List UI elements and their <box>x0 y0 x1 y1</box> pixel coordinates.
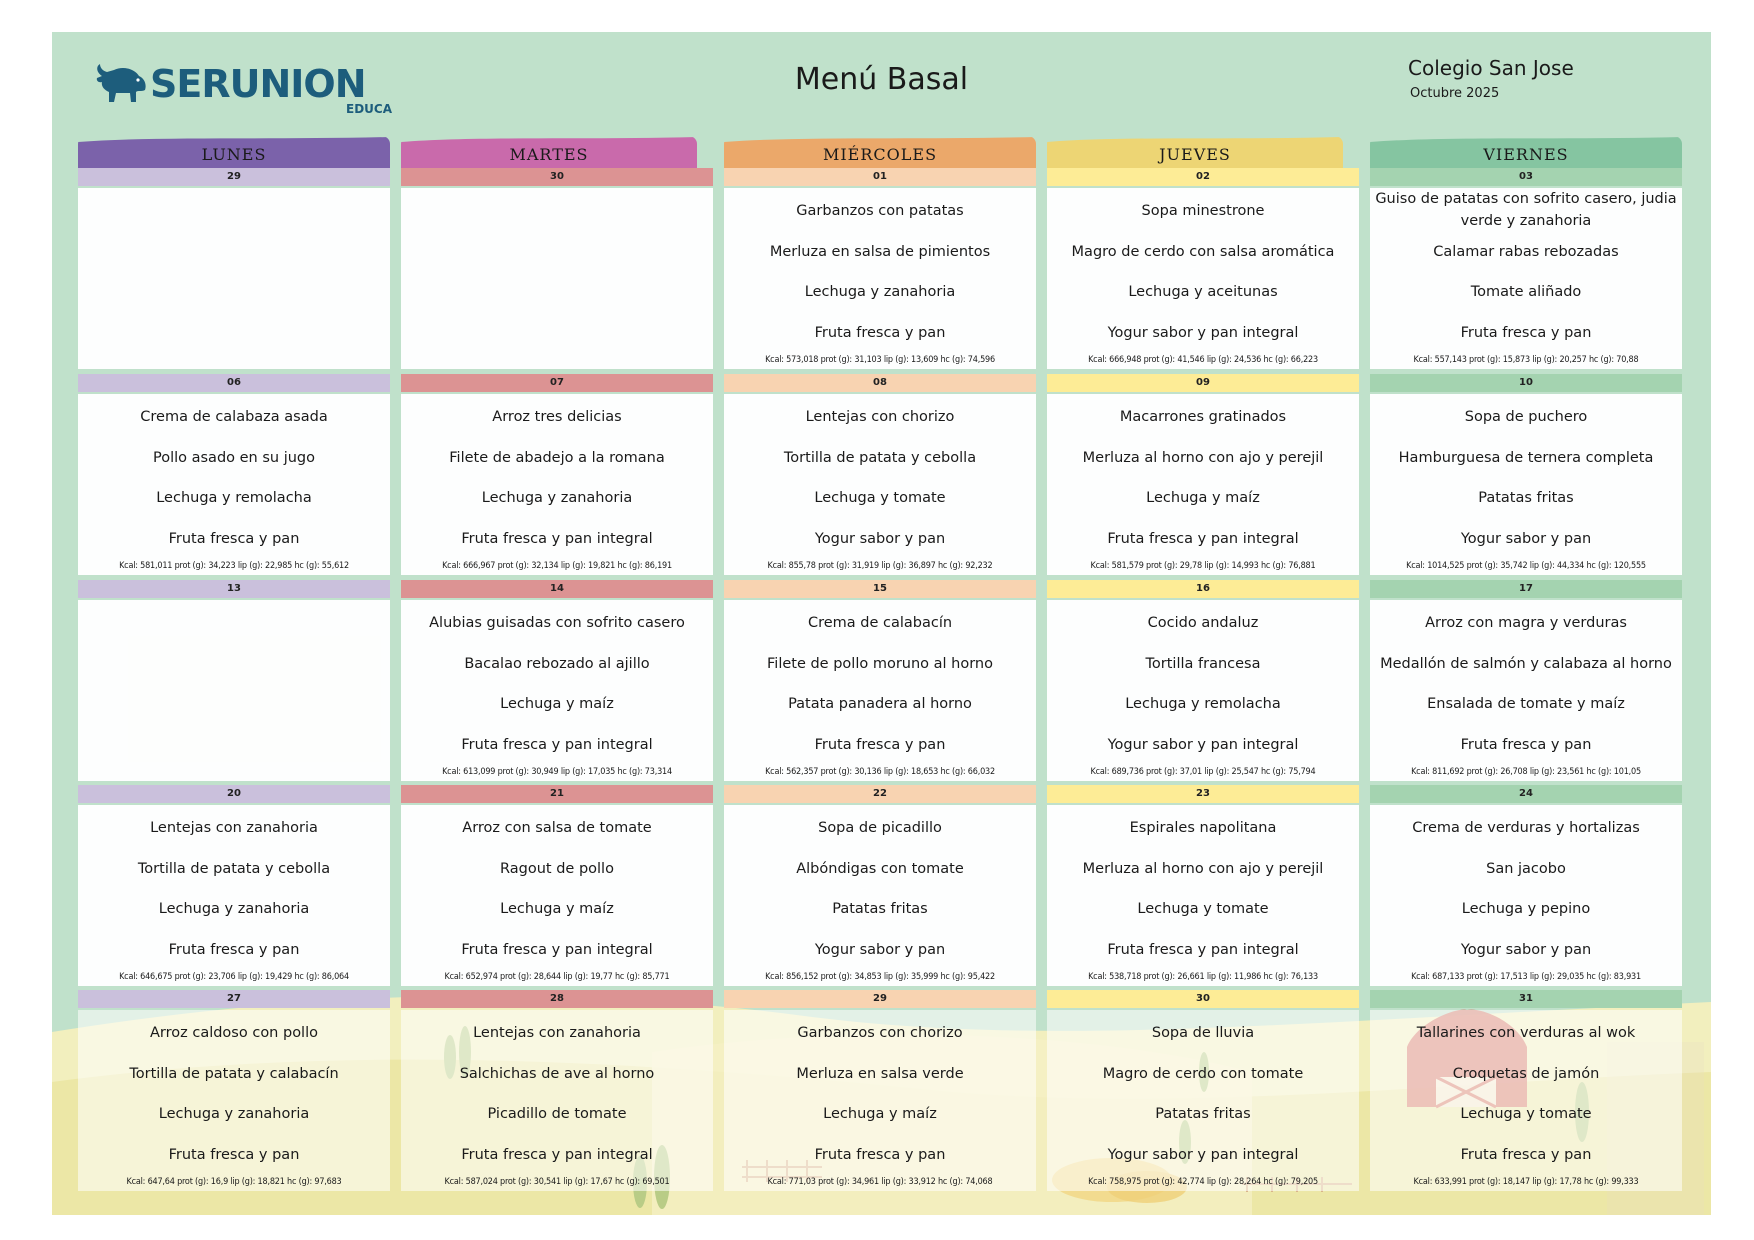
nutrition-info: Kcal: 647,64 prot (g): 16,9 lip (g): 18,821 hc (g): 97,683 <box>126 1177 342 1187</box>
week-row <box>52 374 1711 577</box>
menu-sheet <box>52 32 1711 1215</box>
side-dish: Patatas fritas <box>1155 1106 1251 1122</box>
second-course: Merluza en salsa verde <box>796 1066 964 1082</box>
side-dish: Patata panadera al horno <box>788 696 972 712</box>
menu-body <box>724 188 1036 369</box>
side-dish: Lechuga y zanahoria <box>481 490 633 506</box>
day-header-miercoles <box>724 136 1036 168</box>
day-cell <box>1370 990 1682 1193</box>
day-header-viernes <box>1370 136 1682 168</box>
date-number: 03 <box>1370 168 1682 186</box>
date-number: 17 <box>1370 580 1682 598</box>
side-dish: Picadillo de tomate <box>487 1106 627 1122</box>
dessert: Fruta fresca y pan <box>1460 1147 1592 1163</box>
date-number: 22 <box>724 785 1036 803</box>
nutrition-info: Kcal: 856,152 prot (g): 34,853 lip (g): 35,999 hc (g): 95,422 <box>765 972 995 982</box>
day-header-martes <box>401 136 697 168</box>
date-number: 10 <box>1370 374 1682 392</box>
day-cell <box>78 374 390 577</box>
first-course: Lentejas con chorizo <box>805 409 955 425</box>
second-course: Calamar rabas rebozadas <box>1433 244 1619 260</box>
date-number: 27 <box>78 990 390 1008</box>
day-cell <box>724 990 1036 1193</box>
dessert: Fruta fresca y pan integral <box>1107 531 1299 547</box>
menu-body <box>1047 1010 1359 1191</box>
second-course: San jacobo <box>1486 861 1566 877</box>
side-dish: Lechuga y tomate <box>1137 901 1269 917</box>
day-cell <box>1047 580 1359 783</box>
first-course: Arroz tres delicias <box>492 409 622 425</box>
nutrition-info: Kcal: 771,03 prot (g): 34,961 lip (g): 33,912 hc (g): 74,068 <box>767 1177 993 1187</box>
nutrition-info: Kcal: 689,736 prot (g): 37,01 lip (g): 25,547 hc (g): 75,794 <box>1090 767 1316 777</box>
date-number: 07 <box>401 374 713 392</box>
dessert: Fruta fresca y pan <box>168 531 300 547</box>
menu-body <box>1047 805 1359 986</box>
day-cell <box>724 785 1036 988</box>
day-cell <box>724 374 1036 577</box>
day-cell <box>401 785 713 988</box>
side-dish: Lechuga y maíz <box>1146 490 1260 506</box>
date-number: 01 <box>724 168 1036 186</box>
menu-body <box>1370 394 1682 575</box>
second-course: Magro de cerdo con tomate <box>1102 1066 1304 1082</box>
first-course: Sopa de lluvia <box>1151 1025 1255 1041</box>
dessert: Fruta fresca y pan <box>814 325 946 341</box>
day-cell <box>78 580 390 783</box>
second-course: Tortilla de patata y cebolla <box>783 450 977 466</box>
date-number: 29 <box>78 168 390 186</box>
menu-body <box>401 600 713 781</box>
menu-body <box>401 188 713 369</box>
week-row <box>52 580 1711 783</box>
day-name: VIERNES <box>1483 145 1569 164</box>
date-number: 29 <box>724 990 1036 1008</box>
menu-body <box>401 805 713 986</box>
logo-wordmark: SERUNION <box>150 62 366 106</box>
day-header-lunes <box>78 136 390 168</box>
side-dish: Lechuga y aceitunas <box>1128 284 1278 300</box>
side-dish: Lechuga y pepino <box>1461 901 1591 917</box>
second-course: Ragout de pollo <box>500 861 614 877</box>
first-course: Crema de calabacín <box>807 615 953 631</box>
second-course: Albóndigas con tomate <box>796 861 964 877</box>
first-course: Garbanzos con patatas <box>796 203 964 219</box>
dessert: Fruta fresca y pan <box>168 1147 300 1163</box>
menu-body <box>1047 188 1359 369</box>
side-dish: Ensalada de tomate y maíz <box>1427 696 1625 712</box>
menu-body <box>78 600 390 781</box>
second-course: Bacalao rebozado al ajillo <box>464 656 650 672</box>
nutrition-info: Kcal: 666,948 prot (g): 41,546 lip (g): 24,536 hc (g): 66,223 <box>1088 355 1318 365</box>
menu-body <box>1370 1010 1682 1191</box>
second-course: Filete de pollo moruno al horno <box>767 656 993 672</box>
day-name: MIÉRCOLES <box>822 145 938 164</box>
side-dish: Lechuga y maíz <box>500 696 614 712</box>
first-course: Guiso de patatas con sofrito casero, judia verde y zanahoria <box>1375 191 1677 229</box>
dessert: Fruta fresca y pan <box>814 737 946 753</box>
second-course: Merluza en salsa de pimientos <box>769 244 991 260</box>
menu-body <box>401 394 713 575</box>
menu-body <box>1370 600 1682 781</box>
menu-body <box>724 600 1036 781</box>
dessert: Yogur sabor y pan <box>814 531 946 547</box>
dessert: Fruta fresca y pan integral <box>461 531 653 547</box>
dessert: Fruta fresca y pan <box>168 942 300 958</box>
second-course: Tortilla de patata y cebolla <box>137 861 331 877</box>
month-label: Octubre 2025 <box>1410 86 1500 101</box>
second-course: Filete de abadejo a la romana <box>449 450 665 466</box>
nutrition-info: Kcal: 1014,525 prot (g): 35,742 lip (g): 44,334 hc (g): 120,555 <box>1406 561 1646 571</box>
dessert: Yogur sabor y pan integral <box>1107 1147 1299 1163</box>
week-row <box>52 990 1711 1193</box>
side-dish: Lechuga y zanahoria <box>158 1106 310 1122</box>
menu-body <box>78 394 390 575</box>
first-course: Arroz caldoso con pollo <box>149 1025 318 1041</box>
second-course: Merluza al horno con ajo y perejil <box>1082 861 1324 877</box>
day-cell <box>1047 990 1359 1193</box>
first-course: Sopa minestrone <box>1141 203 1265 219</box>
menu-body <box>401 1010 713 1191</box>
day-name: LUNES <box>201 145 267 164</box>
nutrition-info: Kcal: 758,975 prot (g): 42,774 lip (g): 28,264 hc (g): 79,205 <box>1088 1177 1318 1187</box>
date-number: 28 <box>401 990 713 1008</box>
day-cell <box>1047 374 1359 577</box>
menu-body <box>1370 805 1682 986</box>
dessert: Yogur sabor y pan integral <box>1107 737 1299 753</box>
nutrition-info: Kcal: 581,579 prot (g): 29,78 lip (g): 14,993 hc (g): 76,881 <box>1090 561 1316 571</box>
dessert: Fruta fresca y pan <box>814 1147 946 1163</box>
nutrition-info: Kcal: 811,692 prot (g): 26,708 lip (g): 23,561 hc (g): 101,05 <box>1411 767 1641 777</box>
date-number: 30 <box>1047 990 1359 1008</box>
side-dish: Patatas fritas <box>832 901 928 917</box>
first-course: Crema de verduras y hortalizas <box>1412 820 1640 836</box>
nutrition-info: Kcal: 646,675 prot (g): 23,706 lip (g): 19,429 hc (g): 86,064 <box>119 972 349 982</box>
dessert: Fruta fresca y pan integral <box>461 737 653 753</box>
dessert: Fruta fresca y pan integral <box>461 1147 653 1163</box>
nutrition-info: Kcal: 557,143 prot (g): 15,873 lip (g): 20,257 hc (g): 70,88 <box>1413 355 1639 365</box>
first-course: Arroz con salsa de tomate <box>462 820 652 836</box>
second-course: Tortilla francesa <box>1145 656 1261 672</box>
first-course: Cocido andaluz <box>1147 615 1259 631</box>
week-row <box>52 168 1711 371</box>
dessert: Yogur sabor y pan integral <box>1107 325 1299 341</box>
dessert: Yogur sabor y pan <box>1460 531 1592 547</box>
nutrition-info: Kcal: 666,967 prot (g): 32,134 lip (g): 19,821 hc (g): 86,191 <box>442 561 672 571</box>
day-cell <box>1047 168 1359 371</box>
second-course: Hamburguesa de ternera completa <box>1398 450 1654 466</box>
nutrition-info: Kcal: 613,099 prot (g): 30,949 lip (g): 17,035 hc (g): 73,314 <box>442 767 672 777</box>
first-course: Sopa de puchero <box>1464 409 1588 425</box>
nutrition-info: Kcal: 855,78 prot (g): 31,919 lip (g): 36,897 hc (g): 92,232 <box>767 561 993 571</box>
date-number: 09 <box>1047 374 1359 392</box>
day-cell <box>401 990 713 1193</box>
dessert: Yogur sabor y pan <box>1460 942 1592 958</box>
side-dish: Lechuga y zanahoria <box>158 901 310 917</box>
side-dish: Lechuga y maíz <box>500 901 614 917</box>
nutrition-info: Kcal: 652,974 prot (g): 28,644 lip (g): 19,77 hc (g): 85,771 <box>444 972 670 982</box>
week-row <box>52 785 1711 988</box>
menu-body <box>78 188 390 369</box>
second-course: Medallón de salmón y calabaza al horno <box>1380 656 1672 672</box>
side-dish: Lechuga y remolacha <box>1125 696 1281 712</box>
menu-body <box>724 805 1036 986</box>
day-header-jueves <box>1047 136 1343 168</box>
second-course: Magro de cerdo con salsa aromática <box>1071 244 1335 260</box>
side-dish: Tomate aliñado <box>1470 284 1582 300</box>
date-number: 21 <box>401 785 713 803</box>
school-name: Colegio San Jose <box>1408 56 1574 80</box>
date-number: 15 <box>724 580 1036 598</box>
day-cell <box>724 580 1036 783</box>
menu-body <box>724 1010 1036 1191</box>
date-number: 06 <box>78 374 390 392</box>
second-course: Tortilla de patata y calabacín <box>129 1066 339 1082</box>
page-title: Menú Basal <box>794 62 969 97</box>
date-number: 14 <box>401 580 713 598</box>
nutrition-info: Kcal: 587,024 prot (g): 30,541 lip (g): 17,67 hc (g): 69,501 <box>444 1177 670 1187</box>
dessert: Fruta fresca y pan <box>1460 325 1592 341</box>
day-cell <box>401 374 713 577</box>
first-course: Sopa de picadillo <box>818 820 942 836</box>
day-cell <box>1047 785 1359 988</box>
side-dish: Patatas fritas <box>1478 490 1574 506</box>
first-course: Lentejas con zanahoria <box>473 1025 641 1041</box>
menu-body <box>78 1010 390 1191</box>
first-course: Macarrones gratinados <box>1119 409 1287 425</box>
date-number: 16 <box>1047 580 1359 598</box>
day-cell <box>1370 168 1682 371</box>
day-cell <box>401 168 713 371</box>
second-course: Salchichas de ave al horno <box>459 1066 655 1082</box>
dessert: Fruta fresca y pan <box>1460 737 1592 753</box>
date-number: 31 <box>1370 990 1682 1008</box>
side-dish: Lechuga y zanahoria <box>804 284 956 300</box>
first-course: Arroz con magra y verduras <box>1425 615 1627 631</box>
side-dish: Lechuga y tomate <box>1460 1106 1592 1122</box>
day-cell <box>724 168 1036 371</box>
day-cell <box>78 168 390 371</box>
day-cell <box>78 990 390 1193</box>
nutrition-info: Kcal: 562,357 prot (g): 30,136 lip (g): 18,653 hc (g): 66,032 <box>765 767 995 777</box>
date-number: 20 <box>78 785 390 803</box>
second-course: Pollo asado en su jugo <box>152 450 315 466</box>
side-dish: Lechuga y tomate <box>814 490 946 506</box>
date-number: 02 <box>1047 168 1359 186</box>
date-number: 30 <box>401 168 713 186</box>
menu-body <box>78 805 390 986</box>
second-course: Croquetas de jamón <box>1452 1066 1600 1082</box>
first-course: Lentejas con zanahoria <box>150 820 318 836</box>
date-number: 23 <box>1047 785 1359 803</box>
day-name: MARTES <box>509 145 589 164</box>
dessert: Fruta fresca y pan integral <box>1107 942 1299 958</box>
side-dish: Lechuga y maíz <box>823 1106 937 1122</box>
date-number: 13 <box>78 580 390 598</box>
day-cell <box>78 785 390 988</box>
day-cell <box>1370 580 1682 783</box>
menu-body <box>1047 600 1359 781</box>
menu-body <box>1047 394 1359 575</box>
first-course: Garbanzos con chorizo <box>797 1025 963 1041</box>
nutrition-info: Kcal: 538,718 prot (g): 26,661 lip (g): 11,986 hc (g): 76,133 <box>1088 972 1318 982</box>
side-dish: Lechuga y remolacha <box>156 490 312 506</box>
day-cell <box>401 580 713 783</box>
dessert: Yogur sabor y pan <box>814 942 946 958</box>
first-course: Espirales napolitana <box>1129 820 1277 836</box>
date-number: 08 <box>724 374 1036 392</box>
first-course: Alubias guisadas con sofrito casero <box>429 615 685 631</box>
logo-subtitle: EDUCA <box>346 102 392 116</box>
first-course: Crema de calabaza asada <box>140 409 328 425</box>
day-name: JUEVES <box>1159 145 1231 164</box>
menu-body <box>724 394 1036 575</box>
date-number: 24 <box>1370 785 1682 803</box>
nutrition-info: Kcal: 633,991 prot (g): 18,147 lip (g): 17,78 hc (g): 99,333 <box>1413 1177 1639 1187</box>
nutrition-info: Kcal: 581,011 prot (g): 34,223 lip (g): 22,985 hc (g): 55,612 <box>119 561 349 571</box>
dessert: Fruta fresca y pan integral <box>461 942 653 958</box>
nutrition-info: Kcal: 687,133 prot (g): 17,513 lip (g): 29,035 hc (g): 83,931 <box>1411 972 1641 982</box>
day-cell <box>1370 374 1682 577</box>
day-cell <box>1370 785 1682 988</box>
second-course: Merluza al horno con ajo y perejil <box>1082 450 1324 466</box>
first-course: Tallarines con verduras al wok <box>1416 1025 1636 1041</box>
menu-body <box>1370 188 1682 369</box>
nutrition-info: Kcal: 573,018 prot (g): 31,103 lip (g): 13,609 hc (g): 74,596 <box>765 355 995 365</box>
